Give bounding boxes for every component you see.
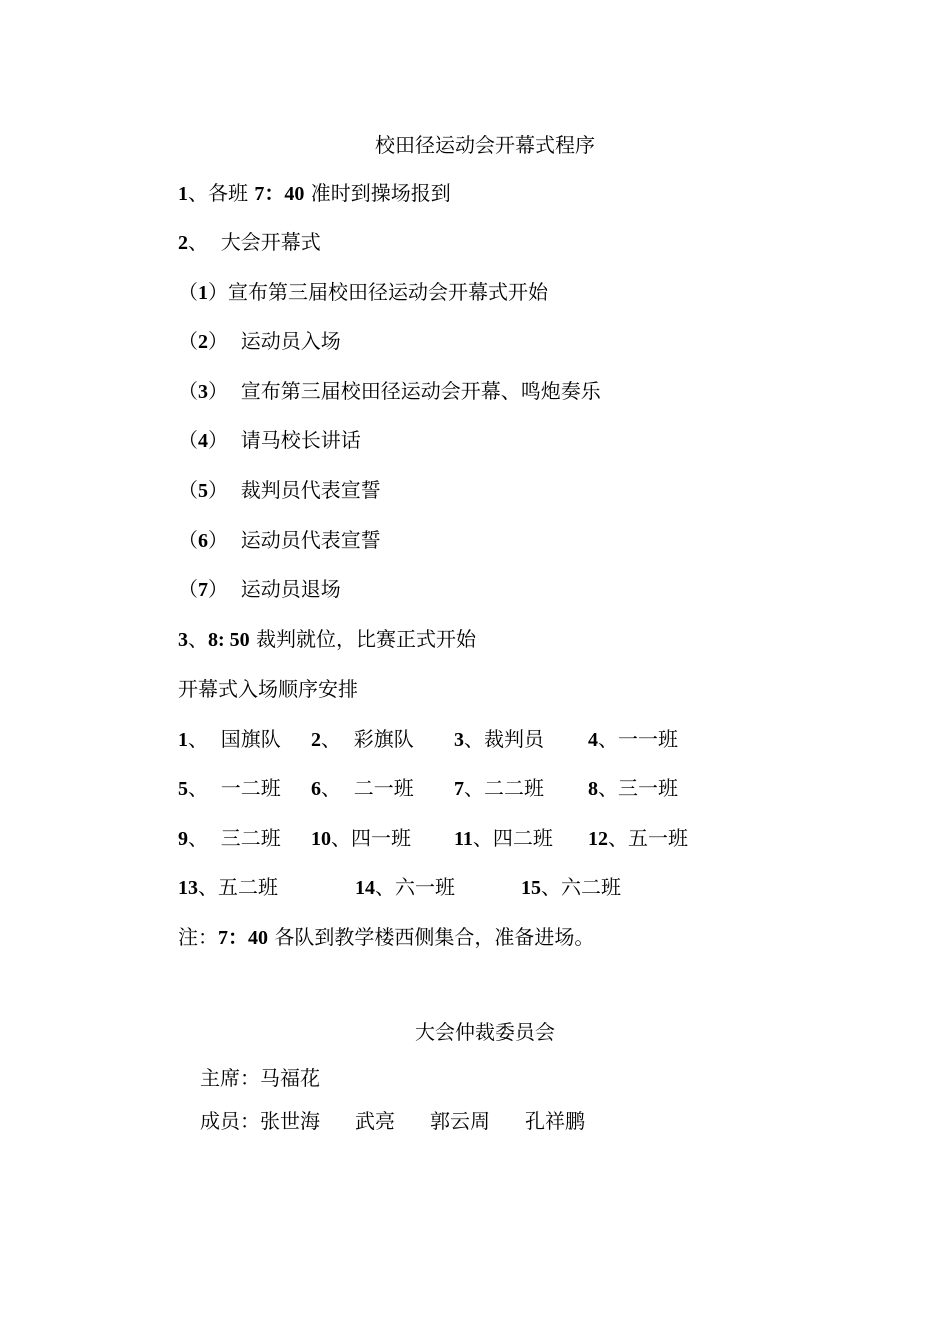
ceremony-step-5 xyxy=(178,477,381,503)
item-text: 裁判就位，比赛正式开始 xyxy=(249,627,477,651)
paren-close: ） xyxy=(208,428,228,452)
step-text: 运动员入场 xyxy=(228,329,341,353)
document-title: 校田径运动会开幕式程序 xyxy=(375,133,595,157)
order-entry: 13、五二班 xyxy=(178,875,278,899)
step-number: 5 xyxy=(198,480,208,502)
committee-chair xyxy=(200,1065,320,1091)
paren-close: ） xyxy=(208,329,228,353)
order-entry: 15、六二班 xyxy=(521,875,621,899)
order-entry: 9、 三二班 xyxy=(178,826,281,850)
item-separator: 、各班 xyxy=(188,181,255,205)
assembly-time: 7：40 xyxy=(218,927,268,949)
step-text: 宣布第三届校田径运动会开幕式开始 xyxy=(228,280,548,304)
item-text: 、 xyxy=(188,230,208,254)
paren-open: （ xyxy=(178,280,198,304)
paren-close: ） xyxy=(208,280,228,304)
step-number: 3 xyxy=(198,381,208,403)
ceremony-step-3 xyxy=(178,378,601,404)
item-number: 3 xyxy=(178,629,188,651)
paren-open: （ xyxy=(178,329,198,353)
paren-open: （ xyxy=(178,379,198,403)
ceremony-step-6 xyxy=(178,527,381,553)
paren-close: ） xyxy=(208,478,228,502)
members-label: 成员： xyxy=(200,1109,260,1133)
paren-open: （ xyxy=(178,577,198,601)
order-heading: 开幕式入场顺序安排 xyxy=(178,677,358,701)
item-text: 大会开幕式 xyxy=(208,230,321,254)
ceremony-step-2 xyxy=(178,328,341,354)
ceremony-step-7 xyxy=(178,576,341,602)
item-number: 2 xyxy=(178,232,188,254)
order-entry: 2、 彩旗队 xyxy=(311,727,414,751)
program-item-2 xyxy=(178,229,321,255)
note-prefix: 注： xyxy=(178,925,218,949)
order-entry: 6、 二一班 xyxy=(311,776,414,800)
program-item-1 xyxy=(178,180,451,206)
ceremony-step-1 xyxy=(178,279,548,305)
order-entry: 5、 一二班 xyxy=(178,776,281,800)
order-entry: 11、四二班 xyxy=(454,826,553,850)
step-number: 4 xyxy=(198,430,208,452)
member-name: 郭云周 xyxy=(430,1109,490,1133)
step-text: 运动员退场 xyxy=(228,577,341,601)
order-entry: 14、六一班 xyxy=(355,875,455,899)
step-number: 6 xyxy=(198,530,208,552)
order-entry: 1、 国旗队 xyxy=(178,727,281,751)
step-number: 1 xyxy=(198,282,208,304)
order-entry: 3、裁判员 xyxy=(454,727,544,751)
order-entry: 8、三一班 xyxy=(588,776,678,800)
order-entry: 7、二二班 xyxy=(454,776,544,800)
item-separator: 、 xyxy=(188,627,208,651)
paren-close: ） xyxy=(208,577,228,601)
paren-close: ） xyxy=(208,528,228,552)
step-number: 7 xyxy=(198,579,208,601)
member-name: 武亮 xyxy=(355,1109,395,1133)
chair-name: 马福花 xyxy=(260,1066,320,1090)
member-name: 孔祥鹏 xyxy=(525,1109,585,1133)
step-number: 2 xyxy=(198,331,208,353)
program-item-3 xyxy=(178,626,476,652)
assembly-note xyxy=(178,924,594,950)
arrival-time: 7：40 xyxy=(254,183,305,205)
paren-open: （ xyxy=(178,478,198,502)
step-text: 请马校长讲话 xyxy=(228,428,361,452)
start-time: 8: 50 xyxy=(208,629,250,651)
step-text: 裁判员代表宣誓 xyxy=(228,478,381,502)
committee-members xyxy=(200,1108,585,1134)
member-name: 张世海 xyxy=(260,1109,320,1133)
paren-close: ） xyxy=(208,379,228,403)
paren-open: （ xyxy=(178,528,198,552)
order-entry: 10、四一班 xyxy=(311,826,411,850)
chair-label: 主席： xyxy=(200,1066,260,1090)
committee-title: 大会仲裁委员会 xyxy=(415,1020,555,1044)
note-text: 各队到教学楼西侧集合，准备进场。 xyxy=(268,925,595,949)
order-entry: 4、一一班 xyxy=(588,727,678,751)
item-number: 1 xyxy=(178,183,188,205)
step-text: 运动员代表宣誓 xyxy=(228,528,381,552)
order-entry: 12、五一班 xyxy=(588,826,688,850)
ceremony-step-4 xyxy=(178,427,361,453)
item-text: 准时到操场报到 xyxy=(304,181,451,205)
paren-open: （ xyxy=(178,428,198,452)
step-text: 宣布第三届校田径运动会开幕、鸣炮奏乐 xyxy=(228,379,601,403)
